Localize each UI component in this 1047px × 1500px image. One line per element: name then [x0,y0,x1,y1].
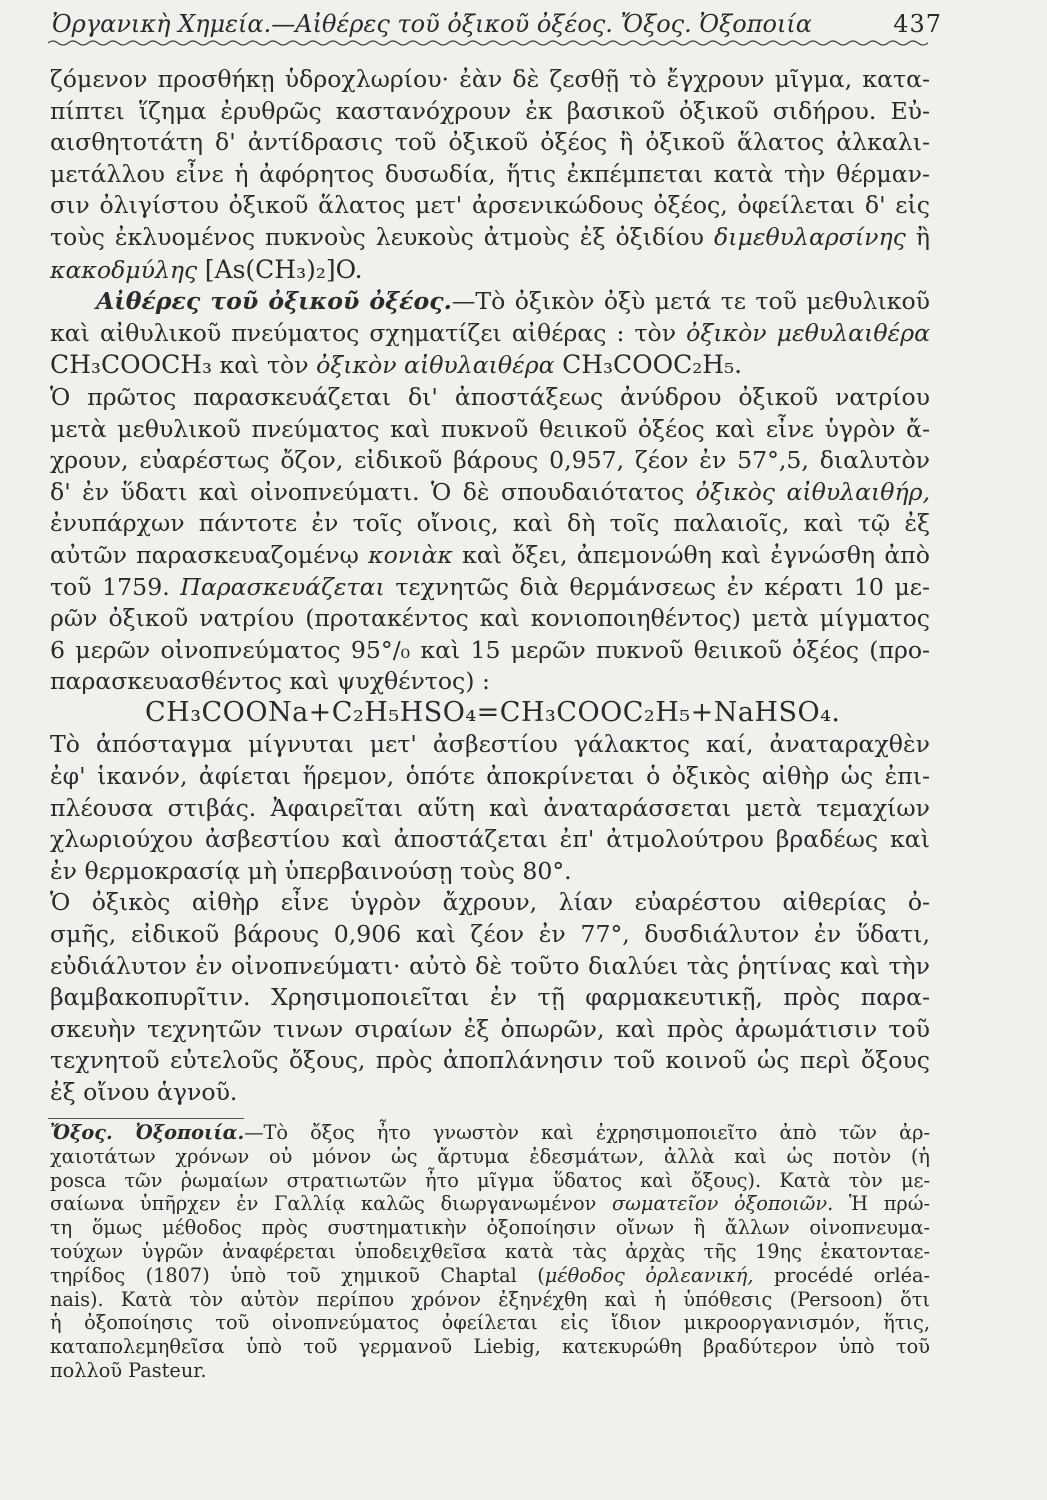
text-run: δ' ἐν ὕδατι καὶ οἰνοπνεύματι. Ὁ δὲ σπουδαιότατος [50,477,685,506]
footnote-vinegar [50,1121,930,1383]
text-line: 6 μερῶν οἰνοπνεύματος 95°/₀ καὶ 15 μερῶν πυκνοῦ θειικοῦ ὀξέος (προ- [50,635,930,664]
text-line: σκευὴν τεχνητῶν τινων σιραίων ἐξ ὀπωρῶν, καὶ πρὸς ἀρωμάτισιν τοῦ [50,1014,930,1043]
text-run: αὐτῶν παρασκευαζομένῳ [50,540,359,569]
italic-term: ὀξικὸν αἰθυλαιθέρα [316,351,555,380]
text-run: Ἡ πρώ- [848,1192,930,1216]
note-heading: Ὄξος. Ὀξοποιία. [50,1121,245,1144]
text-line [50,349,930,382]
text-line [50,254,930,287]
text-line: Ὁ πρῶτος παρασκευάζεται δι' ἀποστάξεως ἀνύδρου ὀξικοῦ νατρίου [50,382,930,411]
text-run: ἢ [915,222,930,251]
note-line: χαιοτάτων χρόνων οὐ μόνον ὡς ἄρτυμα ἐδεσμάτων, ἀλλὰ καὶ ὡς ποτὸν (ἡ [50,1144,930,1168]
text-line: χλωριούχου ἀσβεστίου καὶ ἀποστάζεται ἐπ' ἀτμολούτρου βραδέως καὶ [50,825,930,854]
italic-term: κακοδμύλης [50,255,198,284]
wavy-rule-path [48,41,928,45]
text-line [50,318,930,350]
text-run: —Τὸ ὄξος ἦτο γνωστὸν καὶ ἐχρησιμοποιεῖτο ἀπὸ τῶν ἀρ- [244,1121,930,1144]
note-line [50,1264,930,1288]
note-line: ἡ ὀξοποίησις τοῦ οἰνοπνεύματος ὀφείλεται εἰς ἴδιον μικροοργανισμόν, ἥτις, [50,1311,930,1335]
text-line: χρουν, εὐαρέστως ὄζον, εἰδικοῦ βάρους 0,957, ζέον ἐν 57°,5, διαλυτὸν [50,446,930,475]
note-line: πολλοῦ Pasteur. [50,1358,207,1382]
text-line: Τὸ ἀπόσταγμα μίγνυται μετ' ἀσβεστίου γάλακτος καί, ἀναταραχθὲν [50,730,930,759]
note-line [50,1192,930,1216]
text-line: μετὰ μεθυλικοῦ πνεύματος καὶ πυκνοῦ θειικοῦ ὀξέος καὶ εἶνε ὑγρὸν ἄ- [50,414,930,443]
note-line: nais). Κατὰ τὸν αὐτὸν περίπου χρόνον ἐξηνέχθη καὶ ἡ ὑπόθεσις (Persoon) ὅτι [50,1287,930,1311]
italic-term: μέθοδος ὀρλεανική, [544,1263,754,1287]
text-line [50,222,930,254]
text-run: τηρίδος (1807) ὑπὸ τοῦ χημικοῦ Chaptal ( [50,1263,545,1287]
text-line: Ὁ ὀξικὸς αἰθὴρ εἶνε ὑγρὸν ἄχρουν, λίαν εὐαρέστου αἰθερίας ὀ- [50,888,930,917]
italic-term: ὀξικὸς αἰθυλαιθήρ, [695,477,931,506]
text-line: μετάλλου εἶνε ἡ ἀφόρητος δυσωδία, ἥτις ἐκπέμπεται κατὰ τὴν θέρμαν- [50,159,930,188]
pencil-underline [48,1118,244,1119]
text-line: βαμβακοπυρῖτιν. Χρησιμοποιεῖται ἐν τῇ φαρμακευτικῇ, πρὸς παρα- [50,983,930,1012]
text-run: τεχνητῶς διὰ θερμάνσεως ἐν κέρατι 10 με- [395,572,930,601]
text-line: αισθητοτάτη δ' ἀντίδρασις τοῦ ὀξικοῦ ὀξέος ἢ ὀξικοῦ ἅλατος ἀλκαλι- [50,128,930,157]
section-heading-ethers: Αἰθέρες τοῦ ὀξικοῦ ὀξέος. [96,287,452,316]
italic-term: Παρασκευάζεται [180,572,385,601]
text-line: σμῆς, εἰδικοῦ βάρους 0,906 καὶ ζέον ἐν 77°, δυσδιάλυτον ἐν ὕδατι, [50,920,930,949]
text-line [50,572,930,604]
text-line: ἐν θερμοκρασίᾳ μὴ ὑπερβαινούσῃ τοὺς 80°. [50,856,572,885]
italic-term: διμεθυλαρσίνης [714,222,906,251]
text-line: ζόμενον προσθήκῃ ὑδροχλωρίου· ἐὰν δὲ ζεσθῇ τὸ ἔγχρουν μῖγμα, κατα- [50,65,930,93]
formula: CH₃COOCH₃ [50,350,213,380]
text-line: ἐνυπάρχων πάντοτε ἐν τοῖς οἴνοις, καὶ δὴ τοῖς παλαιοῖς, καὶ τῷ ἐξ [50,509,930,538]
header-wavy-rule [48,38,928,48]
page-number: 437 [893,10,942,38]
text-run: —Τὸ ὀξικὸν ὀξὺ μετά τε τοῦ μεθυλικοῦ [451,287,930,316]
text-run: τοῦ 1759. [50,572,170,601]
note-line: posca τῶν ῥωμαίων στρατιωτῶν ἦτο μῖγμα ὕδατος καὶ ὄξους). Κατὰ τὸν με- [50,1168,930,1192]
text-line: παρασκευασθέντος καὶ ψυχθέντος) : [50,667,490,696]
text-line: εὐδιάλυτον ἐν οἰνοπνεύματι· αὐτὸ δὲ τοῦτο διαλύει τὰς ῥητίνας καὶ τὴν [50,951,930,980]
text-line: πίπτει ἵζημα ἐρυθρῶς καστανόχρουν ἐκ βασικοῦ ὀξικοῦ σιδήρου. Εὐ- [50,96,930,125]
text-run: καὶ αἰθυλικοῦ πνεύματος σχηματίζει αἰθέρας : τὸν [50,318,677,347]
text-line [50,540,930,572]
text-line: σιν ὀλιγίστου ὀξικοῦ ἅλατος μετ' ἀρσενικώδους ὀξέος, ὀφείλεται δ' εἰς [50,191,930,220]
italic-term: κονιὰκ [368,540,453,569]
text-line: ἐφ' ἱκανόν, ἀφίεται ἥρεμον, ὁπότε ἀποκρίνεται ὁ ὀξικὸς αἰθὴρ ὡς ἐπι- [50,762,930,791]
note-line: τούχων ὑγρῶν ἀναφέρεται ὑποδειχθεῖσα κατὰ τὰς ἀρχὰς τῆς 19ης ἑκατονταε- [50,1239,930,1263]
formula: [As(CH₃)₂]O. [204,254,363,284]
running-head-title: Ὀργανικὴ Χημεία.—Αἰθέρες τοῦ ὀξικοῦ ὀξέος. Ὄξος. Ὀξοποιία [52,10,812,38]
note-line: τη ὅμως μέθοδος πρὸς συστηματικὴν ὀξοποίησιν οἴνων ἢ ἄλλων οἰνοπνευμα- [50,1216,930,1240]
main-text [50,64,930,1109]
text-line: πλέουσα στιβάς. Ἀφαιρεῖται αὕτη καὶ ἀναταράσσεται μετὰ τεμαχίων [50,793,930,822]
note-line: καταπολεμηθεῖσα ὑπὸ τοῦ γερμανοῦ Liebig, κατεκυρώθη βραδύτερον ὑπὸ τοῦ [50,1335,930,1359]
text-run: καὶ ὄξει, ἀπεμονώθη καὶ ἐγνώσθη ἀπὸ [462,540,931,569]
reaction-equation: CH₃COONa+C₂H₅HSO₄=CH₃COOC₂H₅+NaHSO₄. [145,697,841,728]
text-run: καὶ τὸν [219,351,309,380]
running-head [52,8,942,42]
text-line: ρῶν ὀξικοῦ νατρίου (προτακέντος καὶ κονιοποιηθέντος) μετὰ μίγματος [50,604,930,633]
italic-term: σωματεῖον ὀξοποιῶν. [611,1192,834,1216]
text-line [50,477,930,509]
text-run: τοὺς ἐκλυομένος πυκνοὺς λευκοὺς ἀτμοὺς ἐξ ὀξιδίου [50,222,705,251]
formula: CH₃COOC₂H₅. [562,350,743,380]
text-run: procédé orléa- [773,1263,930,1287]
note-line [50,1121,930,1145]
text-run: σαίωνα ὑπῆρχεν ἐν Γαλλίᾳ καλῶς διωργανωμένον [50,1192,597,1216]
text-line: ἐξ οἴνου ἁγνοῦ. [50,1078,238,1106]
text-line: τεχνητοῦ εὐτελοῦς ὄξους, πρὸς ἀποπλάνησιν τοῦ κοινοῦ ὡς περὶ ὄξους [50,1046,930,1075]
text-line [50,286,930,318]
italic-term: ὀξικὸν μεθυλαιθέρα [686,318,930,347]
